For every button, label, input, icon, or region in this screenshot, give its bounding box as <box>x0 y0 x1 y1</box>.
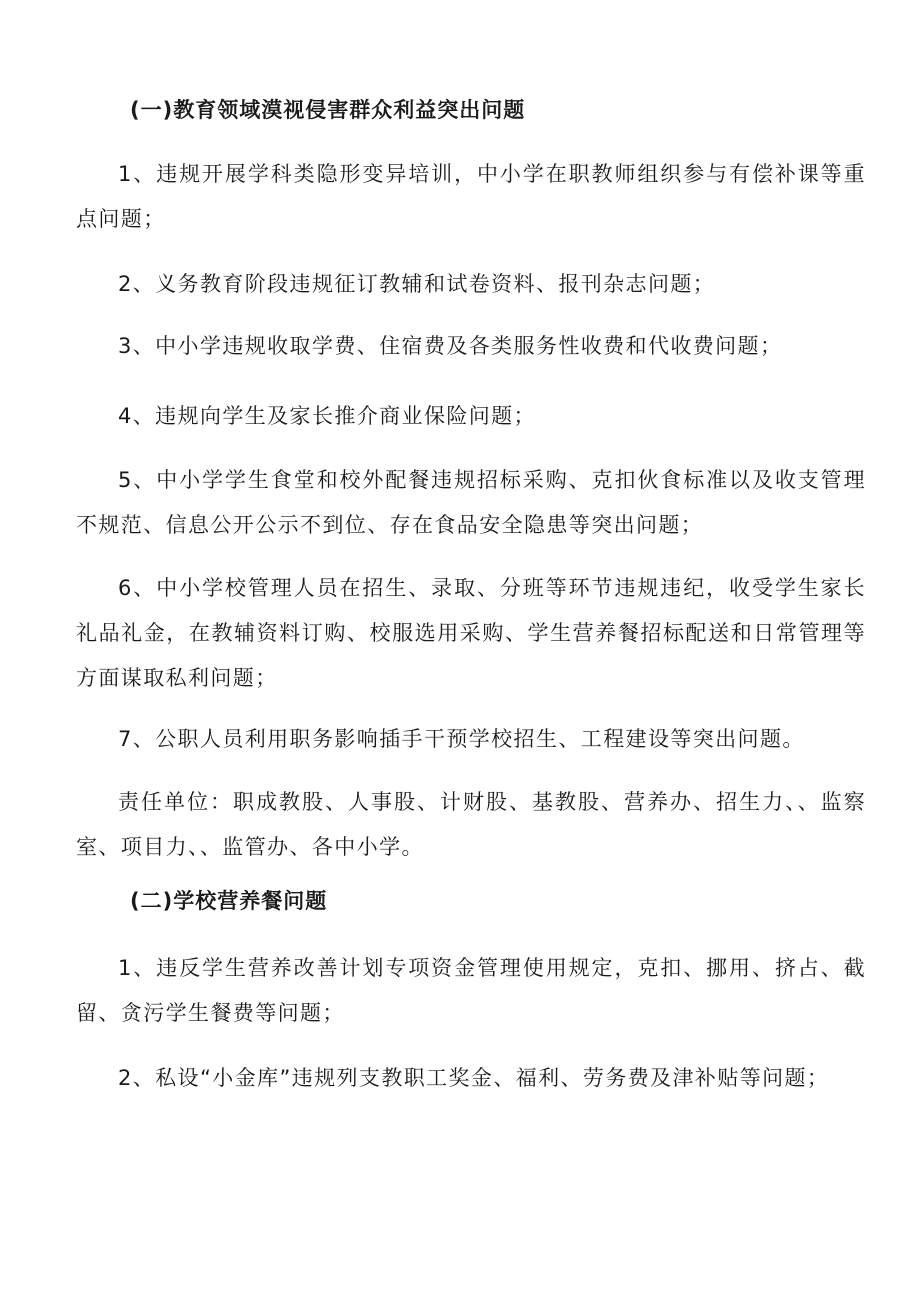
section-2-item-1: 1、违反学生营养改善计划专项资金管理使用规定，克扣、挪用、挤占、截留、贪污学生餐费等问题； <box>76 956 866 1025</box>
section-2-heading: (二)学校营养餐问题 <box>130 889 328 913</box>
responsibility-units: 责任单位：职成教股、人事股、计财股、基教股、营养办、招生力、、监察室、项目力、、监管办、各中小学。 <box>76 790 866 859</box>
section-1-item-7: 7、公职人员利用职务影响插手干预学校招生、工程建设等突出问题。 <box>118 727 805 751</box>
section-1-item-3: 3、中小学违规收取学费、住宿费及各类服务性收费和代收费问题； <box>118 334 783 358</box>
section-1-item-2: 2、义务教育阶段违规征订教辅和试卷资料、报刊杂志问题； <box>118 272 716 296</box>
section-1-heading: (一)教育领域漠视侵害群众利益突出问题 <box>130 98 526 122</box>
section-1-item-4: 4、违规向学生及家长推介商业保险问题； <box>118 404 536 428</box>
section-1-item-6: 6、中小学校管理人员在招生、录取、分班等环节违规违纪，收受学生家长礼品礼金，在教辅资料订购、校服选用采购、学生营养餐招标配送和日常管理等方面谋取私利问题； <box>76 576 866 690</box>
section-1-item-5: 5、中小学学生食堂和校外配餐违规招标采购、克扣伙食标准以及收支管理不规范、信息公开公示不到位、存在食品安全隐患等突出问题； <box>76 468 866 537</box>
section-1-item-1: 1、违规开展学科类隐形变异培训，中小学在职教师组织参与有偿补课等重点问题； <box>76 162 866 231</box>
section-2-item-2: 2、私设“小金库”违规列支教职工奖金、福利、劳务费及津补贴等问题； <box>118 1066 830 1090</box>
